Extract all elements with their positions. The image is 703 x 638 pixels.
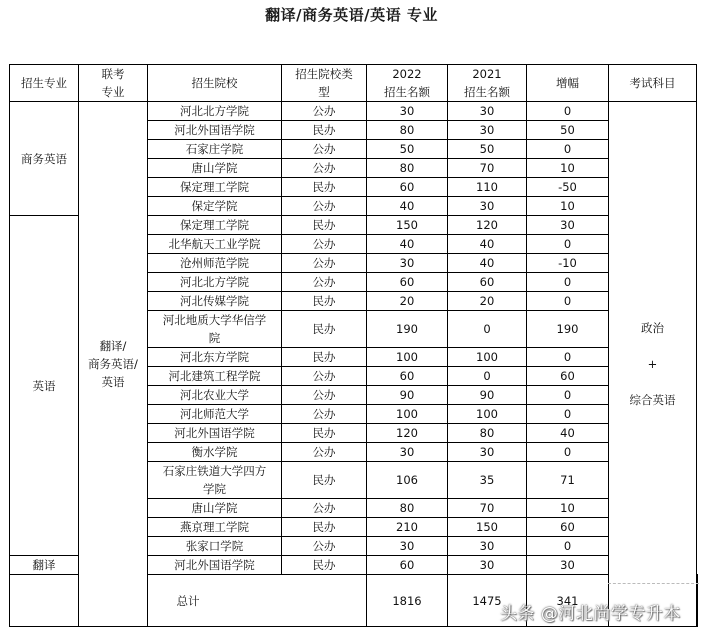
table-header-row (10, 65, 698, 102)
quota-2021-cell: 20 (448, 292, 527, 311)
school-cell: 张家口学院 (148, 537, 282, 556)
quota-2022-cell: 30 (367, 537, 448, 556)
divider (608, 583, 699, 584)
increase-cell: -10 (527, 254, 609, 273)
school-cell: 河北北方学院 (148, 273, 282, 292)
major-cell: 翻译 (10, 556, 79, 575)
quota-2021-cell: 100 (448, 405, 527, 424)
type-cell: 公办 (282, 140, 367, 159)
quota-2022-cell: 30 (367, 443, 448, 462)
header-quota-2021: 2021 招生名额 (448, 65, 527, 102)
school-cell: 燕京理工学院 (148, 518, 282, 537)
total-increase: 341 (527, 575, 609, 627)
quota-2021-cell: 120 (448, 216, 527, 235)
quota-2022-cell: 100 (367, 405, 448, 424)
quota-2022-cell: 30 (367, 254, 448, 273)
exam-subjects-cell: 政治 + 综合英语 (609, 102, 697, 627)
increase-cell: 40 (527, 424, 609, 443)
quota-2022-cell: 80 (367, 499, 448, 518)
increase-cell: 0 (527, 386, 609, 405)
school-cell: 石家庄铁道大学四方 学院 (148, 462, 282, 499)
total-quota-2022: 1816 (367, 575, 448, 627)
type-cell: 公办 (282, 235, 367, 254)
increase-cell: 10 (527, 197, 609, 216)
increase-cell: 0 (527, 443, 609, 462)
header-joint-major: 联考 专业 (79, 65, 148, 102)
increase-cell: 190 (527, 311, 609, 348)
quota-2022-cell: 40 (367, 235, 448, 254)
type-cell: 公办 (282, 367, 367, 386)
type-cell: 民办 (282, 216, 367, 235)
quota-2022-cell: 50 (367, 140, 448, 159)
quota-2022-cell: 30 (367, 102, 448, 121)
school-cell: 保定学院 (148, 197, 282, 216)
quota-2021-cell: 90 (448, 386, 527, 405)
quota-2021-cell: 70 (448, 159, 527, 178)
type-cell: 公办 (282, 443, 367, 462)
page-title: 翻译/商务英语/英语 专业 (265, 6, 438, 24)
type-cell: 公办 (282, 405, 367, 424)
quota-2022-cell: 60 (367, 556, 448, 575)
school-cell: 河北传媒学院 (148, 292, 282, 311)
quota-2021-cell: 150 (448, 518, 527, 537)
school-cell: 沧州师范学院 (148, 254, 282, 273)
quota-2021-cell: 70 (448, 499, 527, 518)
type-cell: 民办 (282, 292, 367, 311)
school-cell: 石家庄学院 (148, 140, 282, 159)
type-cell: 民办 (282, 556, 367, 575)
type-cell: 民办 (282, 348, 367, 367)
header-quota-2022: 2022 招生名额 (367, 65, 448, 102)
quota-2022-cell: 90 (367, 386, 448, 405)
increase-cell: 60 (527, 518, 609, 537)
type-cell: 民办 (282, 121, 367, 140)
quota-2021-cell: 30 (448, 121, 527, 140)
quota-2021-cell: 30 (448, 537, 527, 556)
increase-cell: 60 (527, 367, 609, 386)
quota-2022-cell: 80 (367, 159, 448, 178)
quota-2022-cell: 210 (367, 518, 448, 537)
increase-cell: 10 (527, 159, 609, 178)
school-cell: 河北农业大学 (148, 386, 282, 405)
major-cell: 英语 (10, 216, 79, 556)
total-label: 总计 (10, 575, 367, 627)
quota-2021-cell: 35 (448, 462, 527, 499)
header-increase: 增幅 (527, 65, 609, 102)
type-cell: 公办 (282, 159, 367, 178)
type-cell: 民办 (282, 424, 367, 443)
type-cell: 公办 (282, 254, 367, 273)
total-quota-2021: 1475 (448, 575, 527, 627)
increase-cell: 71 (527, 462, 609, 499)
school-cell: 河北外国语学院 (148, 424, 282, 443)
quota-2022-cell: 120 (367, 424, 448, 443)
quota-2021-cell: 30 (448, 197, 527, 216)
quota-2022-cell: 80 (367, 121, 448, 140)
table-row (10, 102, 698, 121)
school-cell: 唐山学院 (148, 499, 282, 518)
quota-2021-cell: 60 (448, 273, 527, 292)
school-cell: 保定理工学院 (148, 178, 282, 197)
quota-2021-cell: 30 (448, 443, 527, 462)
school-cell: 河北外国语学院 (148, 121, 282, 140)
quota-2021-cell: 0 (448, 311, 527, 348)
school-cell: 河北地质大学华信学 院 (148, 311, 282, 348)
increase-cell: 0 (527, 348, 609, 367)
quota-2022-cell: 190 (367, 311, 448, 348)
increase-cell: 0 (527, 273, 609, 292)
increase-cell: 0 (527, 537, 609, 556)
increase-cell: 30 (527, 216, 609, 235)
school-cell: 河北外国语学院 (148, 556, 282, 575)
type-cell: 民办 (282, 462, 367, 499)
major-cell: 商务英语 (10, 102, 79, 216)
school-cell: 河北建筑工程学院 (148, 367, 282, 386)
quota-2021-cell: 30 (448, 556, 527, 575)
type-cell: 公办 (282, 386, 367, 405)
header-school: 招生院校 (148, 65, 282, 102)
school-cell: 保定理工学院 (148, 216, 282, 235)
quota-2022-cell: 150 (367, 216, 448, 235)
quota-2021-cell: 100 (448, 348, 527, 367)
school-cell: 河北北方学院 (148, 102, 282, 121)
increase-cell: 0 (527, 292, 609, 311)
header-school-type: 招生院校类 型 (282, 65, 367, 102)
increase-cell: 0 (527, 235, 609, 254)
type-cell: 公办 (282, 499, 367, 518)
increase-cell: 0 (527, 102, 609, 121)
school-cell: 北华航天工业学院 (148, 235, 282, 254)
quota-2022-cell: 40 (367, 197, 448, 216)
increase-cell: 0 (527, 405, 609, 424)
quota-2021-cell: 40 (448, 254, 527, 273)
type-cell: 公办 (282, 102, 367, 121)
quota-2021-cell: 30 (448, 102, 527, 121)
quota-2022-cell: 60 (367, 367, 448, 386)
increase-cell: 30 (527, 556, 609, 575)
school-cell: 河北东方学院 (148, 348, 282, 367)
quota-2022-cell: 20 (367, 292, 448, 311)
type-cell: 民办 (282, 311, 367, 348)
header-exam-subjects: 考试科目 (609, 65, 697, 102)
school-cell: 河北师范大学 (148, 405, 282, 424)
quota-2021-cell: 110 (448, 178, 527, 197)
type-cell: 公办 (282, 197, 367, 216)
quota-2022-cell: 60 (367, 273, 448, 292)
watermark: 头条 @河北尚学专升本 (500, 604, 681, 624)
increase-cell: 10 (527, 499, 609, 518)
header-major: 招生专业 (10, 65, 79, 102)
enrollment-table (9, 64, 698, 627)
quota-2022-cell: 100 (367, 348, 448, 367)
increase-cell: 50 (527, 121, 609, 140)
quota-2022-cell: 60 (367, 178, 448, 197)
quota-2022-cell: 106 (367, 462, 448, 499)
type-cell: 公办 (282, 273, 367, 292)
school-cell: 衡水学院 (148, 443, 282, 462)
increase-cell: -50 (527, 178, 609, 197)
type-cell: 公办 (282, 537, 367, 556)
type-cell: 民办 (282, 178, 367, 197)
quota-2021-cell: 50 (448, 140, 527, 159)
joint-major-cell: 翻译/ 商务英语/ 英语 (79, 102, 148, 627)
quota-2021-cell: 40 (448, 235, 527, 254)
increase-cell: 0 (527, 140, 609, 159)
type-cell: 民办 (282, 518, 367, 537)
quota-2021-cell: 80 (448, 424, 527, 443)
quota-2021-cell: 0 (448, 367, 527, 386)
school-cell: 唐山学院 (148, 159, 282, 178)
